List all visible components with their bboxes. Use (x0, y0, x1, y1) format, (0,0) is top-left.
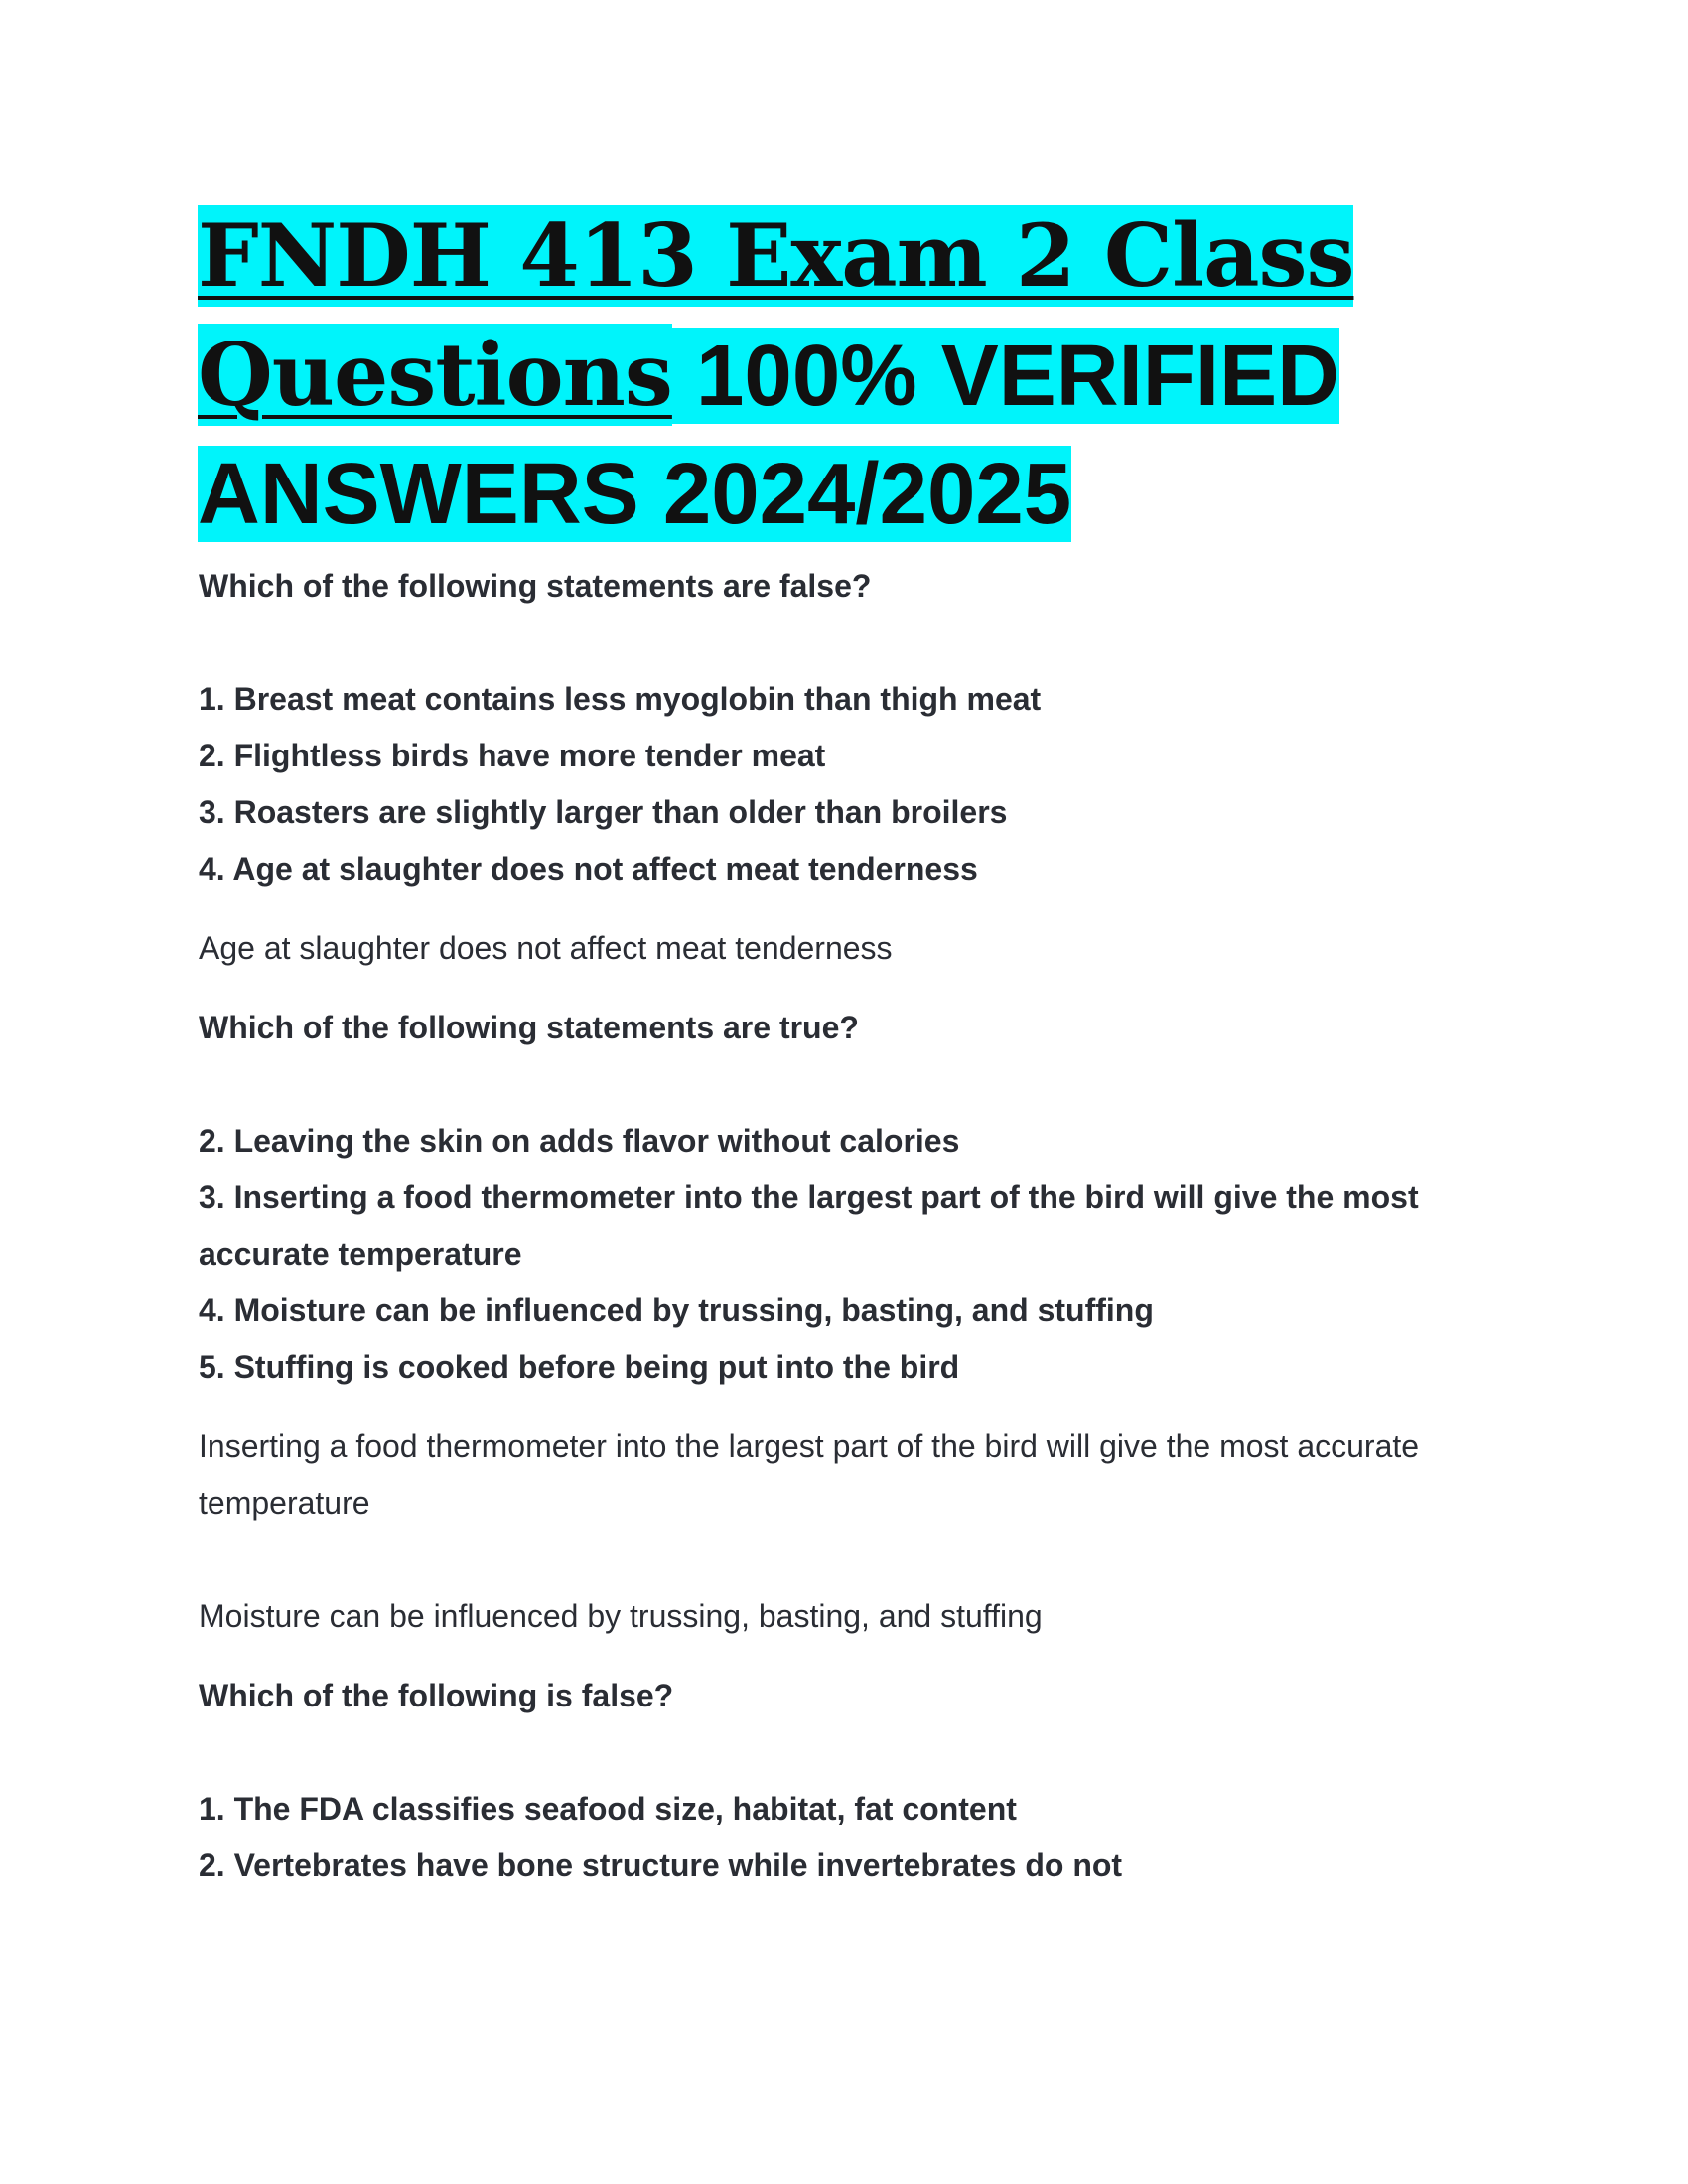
option-line: accurate temperature (199, 1236, 522, 1272)
answer-line: Age at slaughter does not affect meat tenderness (199, 930, 893, 966)
option-line: 2. Leaving the skin on adds flavor without calories (199, 1123, 960, 1159)
option-line: 4. Moisture can be influenced by trussing, basting, and stuffing (199, 1293, 1154, 1328)
option-line: 2. Flightless birds have more tender meat (199, 738, 826, 773)
question-prompt: Which of the following statements are false? (199, 568, 872, 604)
title-answers: ANSWERS 2024/2025 (198, 446, 1072, 542)
option-line: 2. Vertebrates have bone structure while invertebrates do not (199, 1847, 1123, 1883)
title-course: FNDH 413 Exam 2 Class (198, 205, 1354, 307)
document-title (198, 197, 1518, 553)
answer-line: temperature (199, 1485, 370, 1521)
option-line: 1. The FDA classifies seafood size, habitat, fat content (199, 1791, 1017, 1827)
option-line: 1. Breast meat contains less myoglobin than thigh meat (199, 681, 1042, 717)
option-line: 5. Stuffing is cooked before being put into the bird (199, 1349, 960, 1385)
answer-line: Moisture can be influenced by trussing, basting, and stuffing (199, 1598, 1043, 1634)
title-verified: 100% VERIFIED (696, 328, 1339, 424)
answer-line: Inserting a food thermometer into the largest part of the bird will give the most accurate (199, 1429, 1420, 1464)
option-line: 3. Inserting a food thermometer into the largest part of the bird will give the most (199, 1179, 1419, 1215)
option-line: 4. Age at slaughter does not affect meat tenderness (199, 851, 978, 887)
question-prompt: Which of the following is false? (199, 1678, 674, 1713)
question-prompt: Which of the following statements are true? (199, 1010, 859, 1045)
option-line: 3. Roasters are slightly larger than older than broilers (199, 794, 1008, 830)
title-questions: Questions (198, 324, 672, 426)
